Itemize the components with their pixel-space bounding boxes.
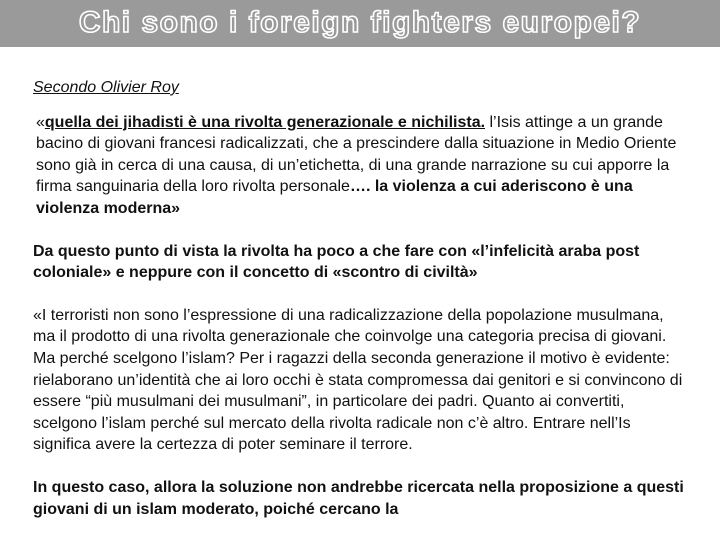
quote-tail: …. la violenza a cui aderiscono è una violenza moderna»	[36, 178, 633, 217]
paragraph-3: «I terroristi non sono l’espressione di una radicalizzazione della popolazione musulmana, ma il prodotto di una rivolta generazionale che coinvolge una categoria precisa di giovani. Ma perché scelgono l’islam? Per i ragazzi della seconda generazione il motivo è evidente: rielaborano un’identità che ai loro occhi è stata compromessa dai genitori e si convincono di essere “più musulmani dei musulmani”, in particolare dei padri. Quanto ai convertiti, scelgono l’islam perché sul mercato della rivolta radicale non c’è altro. Entrare nell’Is significa avere la certezza di poter seminare il terrore.	[33, 306, 683, 454]
paragraph-2: Da questo punto di vista la rivolta ha poco a che fare con «l’infelicità araba post coloniale» e neppure con il concetto di «scontro di civiltà»	[33, 242, 640, 282]
paragraph-4: In questo caso, allora la soluzione non andrebbe ricercata nella proposizione a questi giovani di un islam moderato, poiché cercano la	[33, 478, 684, 518]
author-line: Secondo Olivier Roy	[33, 79, 179, 96]
slide-content	[33, 77, 687, 541]
quote-body: l’Isis attinge a un grande bacino di giovani francesi radicalizzati, che a prescindere dalla situazione in Medio Oriente sono già in cerca di una causa, di un’etichetta, di una grande narrazione su cui apporre la firma sanguinaria della loro rivolta personale	[36, 113, 677, 196]
quote-lead: quella dei jihadisti è una rivolta generazionale e nichilista.	[44, 113, 486, 131]
quote-open-mark: «	[36, 113, 45, 131]
slide-title: Chi sono i foreign fighters europei?	[78, 6, 642, 39]
quote-paragraph	[33, 112, 687, 220]
title-bar	[0, 0, 720, 47]
